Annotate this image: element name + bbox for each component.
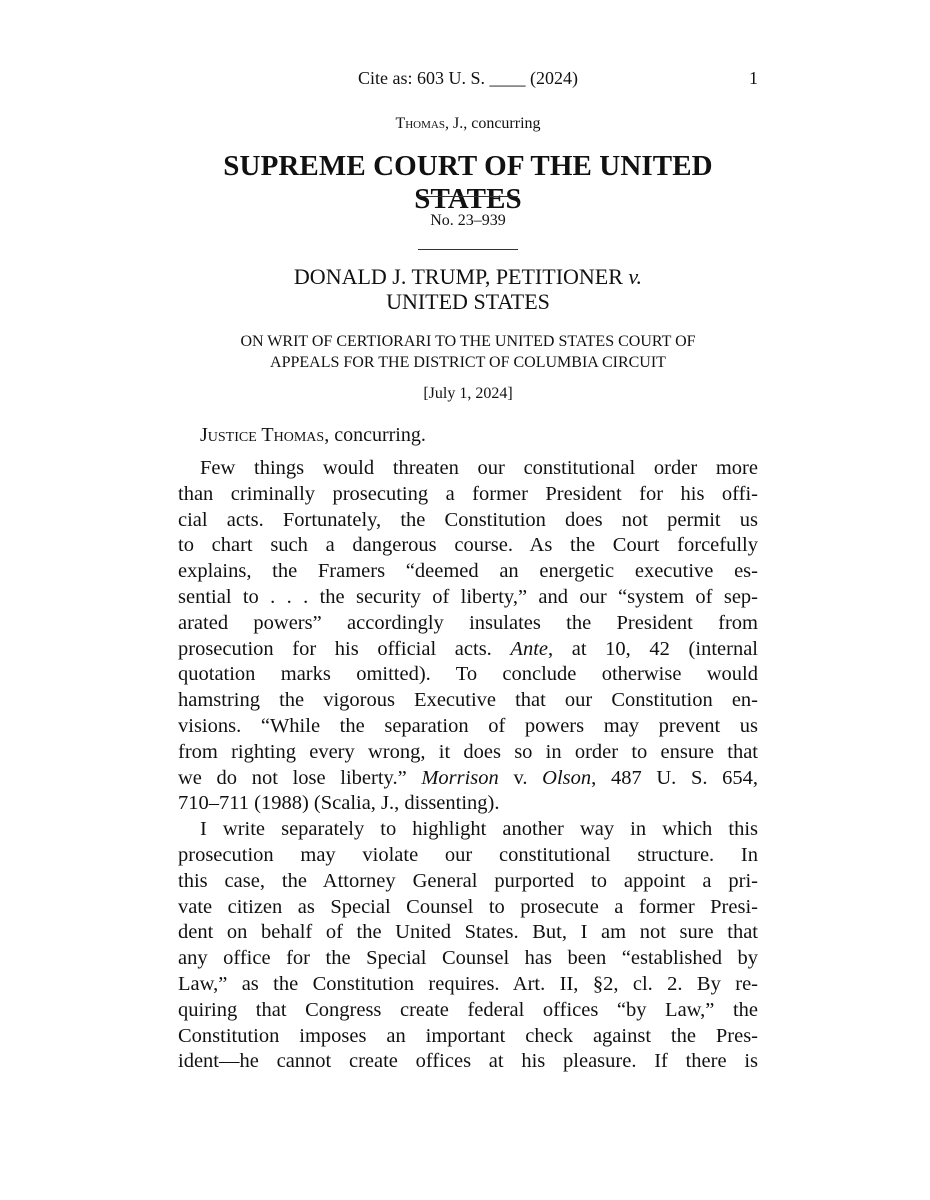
text-segment: v. xyxy=(498,766,543,789)
text-line: 710–711 (1988) (Scalia, J., dissenting). xyxy=(178,792,500,815)
opinion-body xyxy=(178,456,758,1075)
text-line: arated powers” accordingly insulates the President from xyxy=(178,611,758,634)
opinion-heading xyxy=(200,424,426,447)
paragraph-2 xyxy=(178,817,758,1075)
text-line: prosecution may violate our constitutional structure. In xyxy=(178,843,758,866)
text-line: explains, the Framers “deemed an energetic executive es- xyxy=(178,560,758,583)
case-name-morrison: Morrison xyxy=(421,766,499,789)
caption-parties: DONALD J. TRUMP, PETITIONER xyxy=(293,264,629,289)
page-number: 1 xyxy=(749,68,758,88)
citation: Cite as: 603 U. S. ____ (2024) xyxy=(358,68,578,88)
text-line: hamstring the vigorous Executive that our Constitution en- xyxy=(178,689,758,712)
text-line: quotation marks omitted). To conclude otherwise would xyxy=(178,663,758,686)
decision-date: [July 1, 2024] xyxy=(423,385,513,402)
text-line: quiring that Congress create federal offices “by Law,” the xyxy=(178,998,758,1021)
text-line: to chart such a dangerous course. As the Court forcefully xyxy=(178,534,758,557)
case-name-olson: Olson xyxy=(542,766,592,789)
caption-versus: v. xyxy=(628,264,643,289)
citation-ante: Ante xyxy=(510,637,548,660)
text-line: ident—he cannot create offices at his pleasure. If there is xyxy=(178,1050,758,1073)
text-line: Law,” as the Constitution requires. Art. II, §2, cl. 2. By re- xyxy=(178,972,758,995)
text-line xyxy=(178,766,758,792)
caption-line-2: UNITED STATES xyxy=(386,289,550,314)
text-segment: , 487 U. S. 654, xyxy=(591,766,758,789)
text-line: any office for the Special Counsel has been “established by xyxy=(178,947,758,970)
running-head xyxy=(178,115,758,133)
case-caption xyxy=(178,264,758,314)
text-line: sential to . . . the security of liberty,” and our “system of sep- xyxy=(178,585,758,608)
court-name: SUPREME COURT OF THE UNITED STATES xyxy=(223,150,713,215)
docket-number: No. 23–939 xyxy=(430,212,506,229)
text-line: cial acts. Fortunately, the Constitution does not permit us xyxy=(178,508,758,531)
writ-statement xyxy=(178,331,758,373)
text-line: visions. “While the separation of powers may prevent us xyxy=(178,714,758,737)
page-header xyxy=(178,68,758,92)
opinion-page xyxy=(178,0,758,1200)
divider-bottom xyxy=(418,249,518,250)
text-segment: prosecution for his official acts. xyxy=(178,637,511,660)
running-head-rest: , J., concurring xyxy=(444,115,541,132)
text-line: dent on behalf of the United States. But, I am not sure that xyxy=(178,921,758,944)
caption-line-1 xyxy=(178,264,758,289)
text-line: from righting every wrong, it does so in order to ensure that xyxy=(178,740,758,763)
text-line: Few things would threaten our constitutional order more xyxy=(200,457,758,479)
running-head-justice: Thomas xyxy=(395,115,445,132)
text-line xyxy=(178,637,758,663)
justice-name: Justice Thomas xyxy=(200,424,325,446)
text-line: vate citizen as Special Counsel to prosecute a former Presi- xyxy=(178,895,758,918)
text-segment: we do not lose liberty.” xyxy=(178,766,422,789)
text-segment: , at 10, 42 (internal xyxy=(548,637,758,660)
text-line: Constitution imposes an important check against the Pres- xyxy=(178,1024,758,1047)
writ-line-1: ON WRIT OF CERTIORARI TO THE UNITED STATES COURT OF xyxy=(240,333,696,350)
text-line: than criminally prosecuting a former President for his offi- xyxy=(178,482,758,505)
opinion-heading-rest: , concurring. xyxy=(324,424,426,446)
divider-top xyxy=(418,196,518,197)
paragraph-1 xyxy=(178,456,758,817)
text-line: I write separately to highlight another way in which this xyxy=(200,818,758,841)
text-line: this case, the Attorney General purported to appoint a pri- xyxy=(178,869,758,892)
writ-line-2: APPEALS FOR THE DISTRICT OF COLUMBIA CIRCUIT xyxy=(270,354,666,371)
